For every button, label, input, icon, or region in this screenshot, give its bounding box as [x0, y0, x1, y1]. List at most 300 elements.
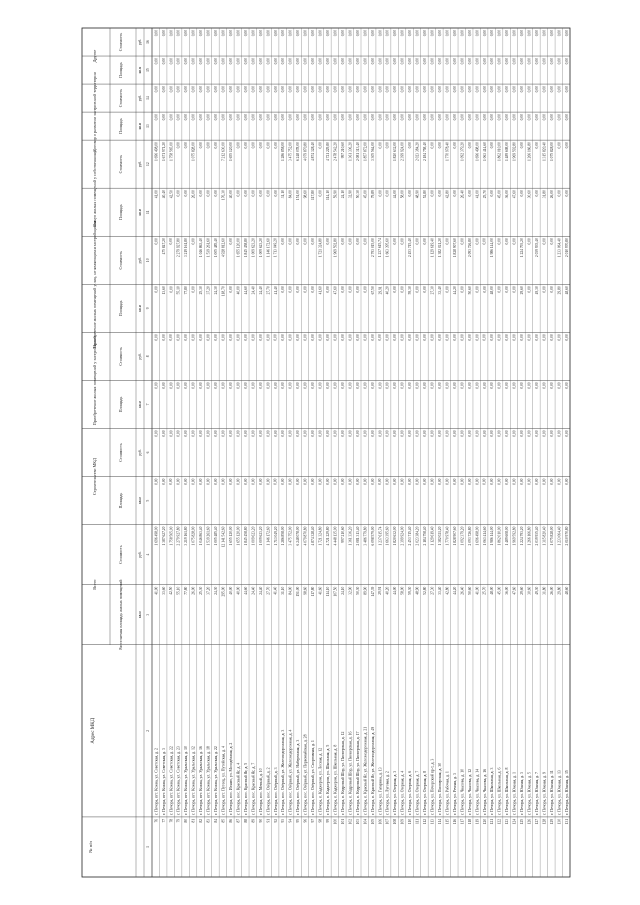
row-cell: 1 009 623,20: [258, 526, 263, 546]
row-address: г. Печора, ул. Южная, д. 1: [512, 772, 517, 815]
row-cell: 0,00: [467, 114, 472, 121]
row-cell: 0,00: [460, 382, 465, 389]
row-cell: 0,00: [221, 58, 226, 65]
row-cell: 0,00: [400, 58, 405, 65]
row-cell: 0,00: [385, 478, 390, 485]
row-cell: 1 696 498,00: [154, 142, 159, 162]
unit-label: руб.: [138, 257, 142, 264]
row-cell: 91: [266, 818, 271, 823]
row-cell: 0,00: [385, 142, 390, 149]
row-cell: 0,00: [273, 30, 278, 37]
row-address: г. Печора, пос. Озёрный, д. 2: [266, 767, 271, 815]
row-cell: 2 010 970,80: [564, 526, 569, 546]
row-cell: 0,00: [169, 86, 174, 93]
row-cell: 0,00: [161, 58, 166, 65]
row-cell: 0,00: [296, 286, 301, 293]
row-address: г. Печора, пгт. Кожва, ул. Уральская, д. 18: [206, 746, 211, 815]
row-cell: 0,00: [363, 286, 368, 293]
row-cell: 1 092 379,20: [460, 526, 465, 546]
row-cell: 85: [221, 818, 226, 823]
row-cell: 0,00: [437, 30, 442, 37]
row-cell: 42,50: [169, 586, 174, 595]
row-cell: 0,00: [340, 382, 345, 389]
row-cell: 127: [535, 818, 540, 825]
row-cell: 0,00: [557, 190, 562, 197]
row-cell: 0,00: [184, 382, 189, 389]
row-cell: 1 969 592,80: [333, 238, 338, 258]
row-cell: 0,00: [520, 142, 525, 149]
row-cell: 0,00: [296, 430, 301, 437]
row-cell: 0,00: [512, 430, 517, 437]
row-cell: 0,00: [243, 478, 248, 485]
row-cell: 1 696 498,00: [154, 526, 159, 546]
row-cell: 0,00: [169, 478, 174, 485]
row-cell: 40,20: [385, 286, 390, 295]
row-cell: 44,60: [243, 586, 248, 595]
row-cell: 0,00: [393, 114, 398, 121]
row-cell: 77,80: [184, 286, 189, 295]
row-cell: 0,00: [400, 114, 405, 121]
row-cell: 0,00: [333, 334, 338, 341]
row-cell: 0,00: [199, 86, 204, 93]
row-cell: 0,00: [415, 238, 420, 245]
row-address: г. Печора, ул. Южная, д. 3: [520, 772, 525, 815]
row-cell: 0,00: [251, 478, 256, 485]
row-cell: 1 266 166,80: [527, 526, 532, 546]
row-cell: 0,00: [452, 30, 457, 37]
row-cell: 1 845 458,80: [243, 238, 248, 258]
row-cell: 1 286 858,00: [281, 526, 286, 546]
row-cell: 1 696 498,00: [475, 526, 480, 546]
row-cell: 102: [348, 818, 353, 825]
row-cell: 1 862 010,00: [497, 142, 502, 162]
row-cell: 0,00: [326, 478, 331, 485]
row-cell: 0,00: [430, 142, 435, 149]
row-cell: 40,40: [161, 190, 166, 199]
row-cell: 1 075 828,00: [549, 142, 554, 162]
row-cell: 1 828 907,60: [452, 526, 457, 546]
row-cell: 0,00: [490, 114, 495, 121]
row-cell: 0,00: [236, 142, 241, 149]
row-cell: 151,00: [296, 190, 301, 201]
row-cell: 0,00: [161, 114, 166, 121]
row-cell: 3 219 161,80: [184, 238, 189, 258]
colnum-label: 10: [146, 258, 150, 263]
row-cell: 0,00: [355, 478, 360, 485]
row-cell: 0,00: [228, 382, 233, 389]
row-cell: 1 857 872,00: [363, 142, 368, 162]
row-cell: 0,00: [258, 334, 263, 341]
row-address: г. Печора, ул. Чкалова, д. 12: [467, 768, 472, 815]
row-cell: 3 219 161,80: [184, 526, 189, 546]
row-cell: 1 315 820,40: [542, 526, 547, 546]
row-cell: 0,00: [288, 30, 293, 37]
colnum-label: 15: [146, 68, 150, 72]
row-cell: 96: [303, 818, 308, 823]
row-cell: 0,00: [206, 86, 211, 93]
row-cell: 29,91: [378, 586, 383, 595]
row-cell: 32,90: [348, 190, 353, 199]
row-cell: 0,00: [497, 114, 502, 121]
row-cell: 98,60: [303, 190, 308, 199]
header-address: Адрес МКД: [91, 717, 96, 744]
row-cell: 0,00: [408, 86, 413, 93]
row-cell: 0,00: [542, 430, 547, 437]
row-cell: 0,00: [273, 334, 278, 341]
row-cell: 33,40: [437, 286, 442, 295]
row-cell: 1 713 049,20: [273, 526, 278, 546]
row-cell: 0,00: [423, 430, 428, 437]
row-cell: 0,00: [527, 58, 532, 65]
row-cell: 24,40: [258, 286, 263, 295]
row-cell: 128: [542, 818, 547, 825]
row-address: г. Печора, п. Кедровый Шор, ул. Пионерская, д. 16: [348, 731, 353, 815]
row-cell: 0,00: [169, 58, 174, 65]
row-cell: 55,10: [176, 586, 181, 595]
row-cell: 0,00: [258, 86, 263, 93]
row-address: г. Печора, ул. Южная, д. 5: [527, 772, 532, 815]
row-cell: 0,00: [423, 86, 428, 93]
row-cell: 997 210,60: [340, 526, 345, 543]
row-cell: 40,00: [236, 286, 241, 295]
row-cell: 0,00: [520, 334, 525, 341]
row-cell: 0,00: [266, 478, 271, 485]
row-cell: 0,00: [445, 58, 450, 65]
row-cell: 1 063 414,60: [482, 142, 487, 162]
row-cell: 31,80: [542, 190, 547, 199]
row-cell: 0,00: [445, 286, 450, 293]
row-address: г. Печора, ул. Озерная, д. 8: [423, 770, 428, 815]
row-cell: 0,00: [154, 334, 159, 341]
row-cell: 0,00: [482, 430, 487, 437]
row-cell: 0,00: [460, 334, 465, 341]
colnum-label: 14: [146, 96, 150, 100]
row-cell: 2 023 384,20: [415, 526, 420, 546]
row-cell: 1 770 978,40: [445, 526, 450, 546]
row-cell: 0,00: [393, 58, 398, 65]
row-cell: 0,00: [423, 30, 428, 37]
row-cell: 0,00: [512, 86, 517, 93]
row-cell: 1 237 615,74: [378, 238, 383, 258]
row-cell: 295,00: [221, 586, 226, 597]
row-cell: 0,00: [154, 286, 159, 293]
row-address: г. Печора, ул. Озерная, д. 4: [400, 770, 405, 815]
row-cell: 0,00: [311, 114, 316, 121]
row-cell: 26,40: [460, 586, 465, 595]
row-cell: 0,00: [176, 142, 181, 149]
row-cell: 0,00: [482, 334, 487, 341]
row-cell: 0,00: [184, 478, 189, 485]
unit-label: руб.: [138, 38, 142, 46]
row-cell: 0,00: [430, 114, 435, 121]
row-address: г. Печора, пгт. Кожва, ул. Советская, д. 22: [169, 746, 174, 815]
row-cell: 0,00: [482, 238, 487, 245]
row-cell: 0,00: [557, 478, 562, 485]
row-cell: 0,00: [303, 334, 308, 341]
row-cell: 0,00: [236, 334, 241, 341]
row-cell: 0,00: [430, 430, 435, 437]
row-cell: 0,00: [490, 142, 495, 149]
row-cell: 0,00: [288, 114, 293, 121]
row-cell: 0,00: [318, 114, 323, 121]
row-cell: 0,00: [214, 190, 219, 197]
row-cell: 0,00: [355, 30, 360, 37]
row-cell: 1 655 120,00: [228, 142, 233, 162]
row-cell: 0,00: [505, 58, 510, 65]
row-cell: 0,00: [161, 30, 166, 37]
row-cell: 0,00: [549, 478, 554, 485]
row-cell: 45,00: [363, 190, 368, 199]
row-cell: 30,60: [527, 586, 532, 595]
row-cell: 89,90: [363, 586, 368, 595]
row-cell: 100: [333, 818, 338, 825]
row-cell: 0,00: [281, 430, 286, 437]
row-cell: 1 663 395,60: [385, 238, 390, 258]
row-cell: 0,00: [408, 382, 413, 389]
row-cell: 0,00: [251, 30, 256, 37]
row-address: г. Печора, п. Кедровый Шор, ул. Пионерская, д. 12: [340, 731, 345, 815]
row-cell: 0,00: [490, 86, 495, 93]
row-cell: 0,00: [176, 478, 181, 485]
row-cell: 118,70: [221, 286, 226, 297]
header-cost-5: Стоимость: [118, 88, 123, 108]
row-cell: 0,00: [184, 58, 189, 65]
row-cell: 47,60: [512, 586, 517, 595]
row-cell: 48,60: [564, 586, 569, 595]
row-cell: 0,00: [527, 86, 532, 93]
row-cell: 98: [318, 818, 323, 823]
row-cell: 0,00: [273, 58, 278, 65]
row-cell: 0,00: [191, 86, 196, 93]
row-cell: 0,00: [221, 30, 226, 37]
row-cell: 0,00: [303, 286, 308, 293]
row-cell: 0,00: [512, 114, 517, 121]
row-cell: 0,00: [557, 114, 562, 121]
row-cell: 0,00: [191, 334, 196, 341]
row-cell: 0,00: [199, 58, 204, 65]
row-cell: 0,00: [363, 334, 368, 341]
row-cell: 0,00: [288, 86, 293, 93]
row-cell: 1 387 627,20: [161, 526, 166, 546]
row-address: г. Печора, ул. Южная, д. 13: [557, 770, 562, 815]
row-cell: 0,00: [326, 114, 331, 121]
row-cell: 0,00: [318, 334, 323, 341]
row-cell: 0,00: [378, 86, 383, 93]
row-address: г. Печора, пос. Изъяю, ул. Молодёжная, д. 2: [228, 742, 233, 815]
row-cell: 0,00: [467, 478, 472, 485]
row-cell: 3 486 779,80: [363, 526, 368, 546]
row-cell: 0,00: [408, 430, 413, 437]
row-cell: 0,00: [288, 334, 293, 341]
row-address: г. Печора, пгт. Кожва, ул. Уральская, д. 12: [191, 746, 196, 815]
row-cell: 0,00: [191, 30, 196, 37]
row-cell: 0,00: [214, 142, 219, 149]
row-cell: 44,20: [452, 286, 457, 295]
row-cell: 0,00: [512, 286, 517, 293]
row-cell: 0,00: [378, 190, 383, 197]
row-cell: 48,90: [415, 586, 420, 595]
row-cell: 0,00: [430, 382, 435, 389]
row-cell: 1 655 120,00: [228, 526, 233, 546]
row-cell: 0,00: [467, 334, 472, 341]
row-cell: 0,00: [154, 58, 159, 65]
header-area-3: Площадь: [118, 300, 123, 317]
row-cell: 33,40: [437, 586, 442, 595]
row-cell: 0,00: [348, 238, 353, 245]
row-cell: 0,00: [303, 430, 308, 437]
unit-label: кв.м: [138, 611, 142, 619]
row-cell: 0,00: [191, 114, 196, 121]
row-address: г. Печора, ул. Южная, д. 9: [542, 772, 547, 815]
row-cell: 0,00: [549, 238, 554, 245]
row-address: г. Печора, п. Красный Яг, ул. Железнодорожная, д. 49: [370, 726, 375, 815]
row-cell: 0,00: [221, 334, 226, 341]
row-cell: 41,60: [318, 586, 323, 595]
unit-label: кв.м: [138, 208, 142, 216]
row-cell: 119: [475, 818, 480, 825]
row-cell: 0,00: [557, 334, 562, 341]
row-cell: 0,00: [326, 30, 331, 37]
row-cell: 0,00: [370, 430, 375, 437]
row-cell: 0,00: [430, 86, 435, 93]
row-cell: 29,80: [557, 286, 562, 295]
row-cell: 0,00: [527, 430, 532, 437]
row-cell: 1 655 120,00: [236, 526, 241, 546]
row-cell: 0,00: [400, 238, 405, 245]
row-cell: 0,00: [445, 86, 450, 93]
row-cell: 0,00: [311, 382, 316, 389]
row-cell: 0,00: [497, 430, 502, 437]
row-cell: 13,60: [161, 286, 166, 295]
row-cell: 0,00: [191, 58, 196, 65]
row-cell: 0,00: [490, 334, 495, 341]
row-address: г. Печора, пгт. Кожва, ул. Советская, д. 3: [161, 748, 166, 815]
header-cost-2: Стоимость: [118, 347, 123, 366]
row-cell: 1 063 414,60: [482, 526, 487, 546]
row-cell: 0,00: [154, 114, 159, 121]
row-cell: 1 146 172,60: [266, 238, 271, 258]
row-cell: 50,60: [467, 586, 472, 595]
row-cell: 2 010 970,80: [564, 238, 569, 258]
row-cell: 29,91: [378, 286, 383, 295]
row-cell: 0,00: [460, 30, 465, 37]
row-cell: 0,00: [452, 190, 457, 197]
row-cell: 0,00: [393, 286, 398, 293]
row-cell: 1 092 379,20: [460, 142, 465, 162]
colnum-label: 16: [146, 40, 150, 44]
row-address: г. Печора, ул. Луговая, д. 2: [385, 771, 390, 815]
row-cell: 0,00: [549, 334, 554, 341]
colnum-label: 5: [146, 499, 150, 502]
row-cell: 0,00: [445, 478, 450, 485]
row-cell: 0,00: [460, 114, 465, 121]
row-cell: 0,00: [273, 142, 278, 149]
row-cell: 0,00: [475, 114, 480, 121]
row-address: г. Печора, ул. Школьная, д. 6: [497, 767, 502, 815]
row-cell: 0,00: [490, 430, 495, 437]
colnum-label: 3: [146, 613, 150, 616]
row-cell: 1 382 021,20: [437, 238, 442, 258]
row-cell: 27,70: [266, 586, 271, 595]
row-cell: 84,00: [288, 190, 293, 199]
row-cell: 0,00: [266, 30, 271, 37]
row-cell: 0,00: [199, 30, 204, 37]
row-cell: 1 489 608,00: [505, 142, 510, 162]
row-cell: 0,00: [281, 382, 286, 389]
row-cell: 0,00: [437, 478, 442, 485]
row-cell: 0,00: [564, 142, 569, 149]
row-address: г. Печора, ул. Чкалова, д. 16: [482, 768, 487, 815]
row-cell: 0,00: [423, 334, 428, 341]
row-cell: 0,00: [535, 142, 540, 149]
row-cell: 0,00: [161, 382, 166, 389]
row-cell: 0,00: [228, 86, 233, 93]
row-cell: 0,00: [370, 334, 375, 341]
row-cell: 0,00: [475, 382, 480, 389]
row-cell: 0,00: [482, 30, 487, 37]
row-cell: 0,00: [184, 430, 189, 437]
row-cell: 0,00: [460, 238, 465, 245]
row-cell: 1 721 324,80: [318, 238, 323, 258]
row-cell: 90: [258, 818, 263, 823]
row-cell: 47,60: [333, 286, 338, 295]
row-cell: 0,00: [497, 86, 502, 93]
row-cell: 0,00: [505, 382, 510, 389]
row-cell: 0,00: [176, 30, 181, 37]
row-address: г. Печора, ул. Рабочая, д. 1: [445, 771, 450, 815]
row-cell: 0,00: [378, 142, 383, 149]
row-cell: 0,00: [549, 430, 554, 437]
row-cell: 1 233 064,40: [557, 526, 562, 546]
row-cell: 27,30: [430, 286, 435, 295]
row-cell: 0,00: [154, 86, 159, 93]
row-cell: 0,00: [564, 334, 569, 341]
row-cell: 0,00: [542, 478, 547, 485]
row-cell: 1 820 632,00: [393, 142, 398, 162]
unit-label: кв.м: [138, 66, 142, 74]
row-cell: 0,00: [430, 478, 435, 485]
row-cell: 0,00: [251, 114, 256, 121]
row-cell: 92: [273, 818, 278, 823]
row-cell: 0,00: [423, 382, 428, 389]
row-cell: 45,00: [497, 190, 502, 199]
unit-label: кв.м: [138, 122, 142, 130]
row-cell: 0,00: [415, 382, 420, 389]
row-cell: 0,00: [169, 30, 174, 37]
row-cell: 0,00: [221, 86, 226, 93]
row-cell: 0,00: [393, 382, 398, 389]
row-cell: 1 237 615,74: [378, 526, 383, 546]
row-cell: 0,00: [154, 30, 159, 37]
row-cell: 0,00: [378, 382, 383, 389]
row-cell: 98,60: [303, 586, 308, 595]
row-cell: 1 233 064,40: [557, 238, 562, 258]
row-cell: 0,00: [520, 58, 525, 65]
row-cell: 0,00: [236, 58, 241, 65]
row-cell: 2 453 715,40: [408, 238, 413, 258]
row-cell: 44,60: [243, 286, 248, 295]
row-cell: 0,00: [281, 58, 286, 65]
row-cell: 26,00: [549, 586, 554, 595]
row-cell: 109: [400, 818, 405, 825]
row-cell: 0,00: [363, 58, 368, 65]
row-cell: 45,00: [497, 586, 502, 595]
row-cell: 1 075 828,00: [191, 142, 196, 162]
row-cell: 101: [340, 818, 345, 825]
row-cell: 0,00: [288, 382, 293, 389]
row-cell: 0,00: [199, 430, 204, 437]
row-cell: 24,10: [340, 190, 345, 199]
